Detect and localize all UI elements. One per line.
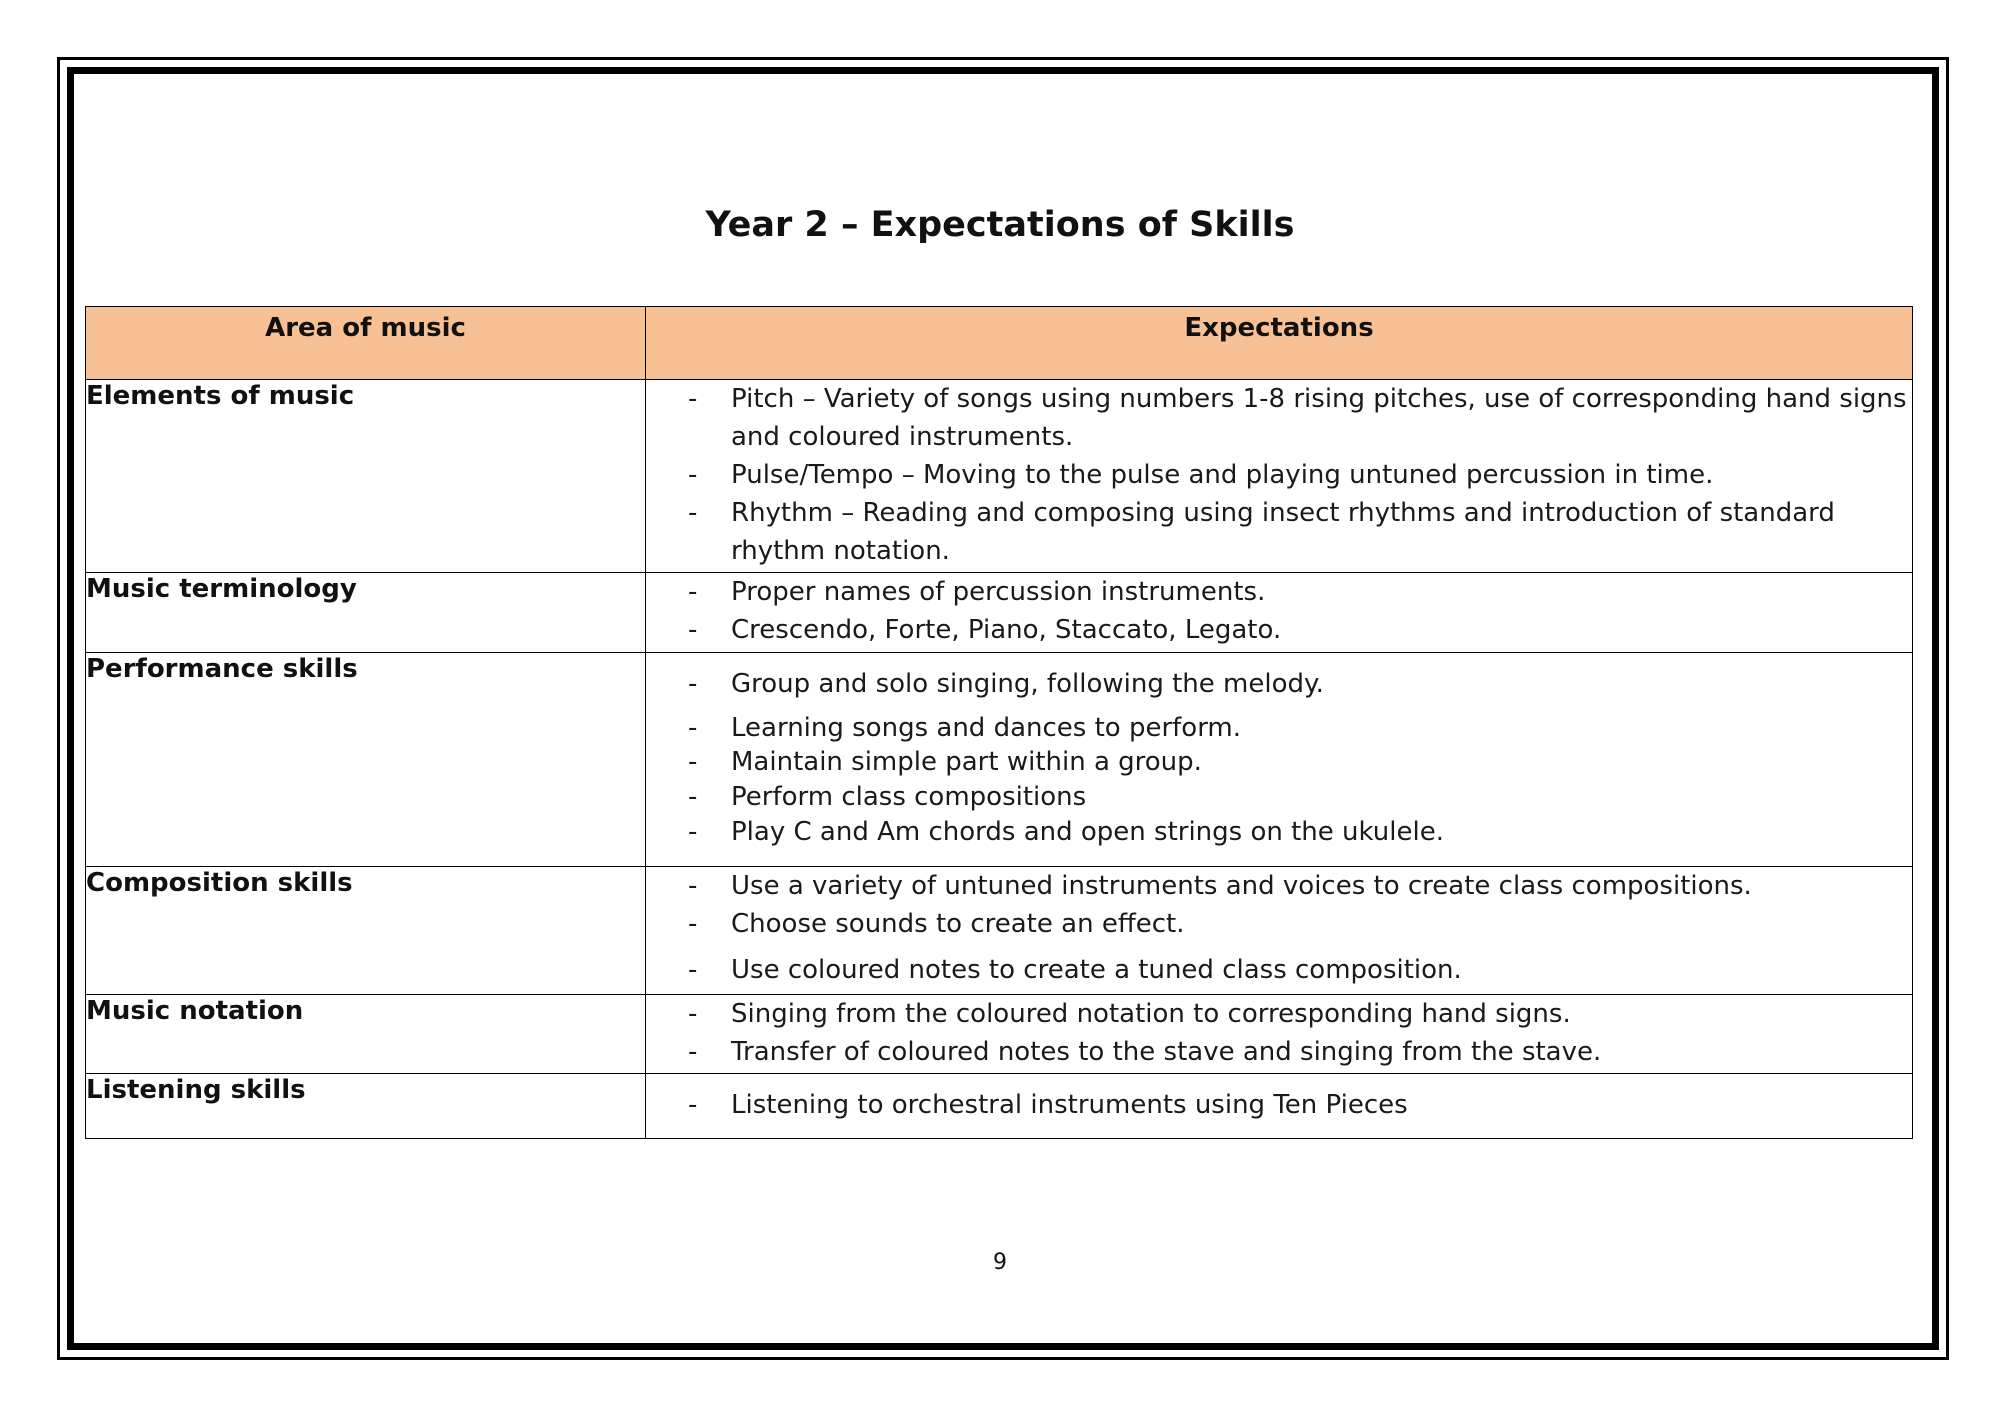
page-number: 9 (993, 1250, 1007, 1275)
expectations-cell (646, 380, 1913, 573)
area-cell: Performance skills (86, 653, 646, 867)
list-item: - Listening to orchestral instruments using Ten Pieces (646, 1086, 1912, 1124)
expectations-cell (646, 653, 1913, 867)
expectations-list (646, 1086, 1912, 1124)
list-item: - Singing from the coloured notation to corresponding hand signs. (646, 995, 1912, 1033)
table-row-music-notation (86, 995, 1913, 1074)
expectations-list (646, 665, 1912, 850)
list-item: - Use coloured notes to create a tuned class composition. (646, 951, 1912, 989)
header-expectations: Expectations (646, 307, 1913, 380)
table-row-performance-skills (86, 653, 1913, 867)
area-cell: Music notation (86, 995, 646, 1074)
list-item: - Choose sounds to create an effect. (646, 905, 1912, 943)
list-item: - Transfer of coloured notes to the stave and singing from the stave. (646, 1033, 1912, 1071)
list-item: - Maintain simple part within a group. (646, 745, 1912, 780)
table-row-composition-skills (86, 867, 1913, 995)
expectations-cell (646, 1074, 1913, 1139)
list-item: - Pitch – Variety of songs using numbers 1-8 rising pitches, use of corresponding hand signs and coloured instruments. (646, 380, 1912, 456)
list-item: - Pulse/Tempo – Moving to the pulse and playing untuned percussion in time. (646, 456, 1912, 494)
expectations-cell (646, 867, 1913, 995)
expectations-cell (646, 995, 1913, 1074)
table-row-listening-skills (86, 1074, 1913, 1139)
expectations-list (646, 573, 1912, 649)
table-row-music-terminology (86, 573, 1913, 653)
list-item: - Use a variety of untuned instruments and voices to create class compositions. (646, 867, 1912, 905)
skills-table (85, 306, 1913, 1139)
page-title: Year 2 – Expectations of Skills (705, 205, 1295, 245)
header-area-of-music: Area of music (86, 307, 646, 380)
area-cell: Music terminology (86, 573, 646, 653)
list-item: - Proper names of percussion instruments. (646, 573, 1912, 611)
expectations-list (646, 380, 1912, 570)
list-item: - Rhythm – Reading and composing using insect rhythms and introduction of standard rhythm notation. (646, 494, 1912, 570)
expectations-list (646, 867, 1912, 989)
list-item: - Play C and Am chords and open strings on the ukulele. (646, 815, 1912, 850)
list-item: - Perform class compositions (646, 780, 1912, 815)
list-item: - Group and solo singing, following the melody. (646, 665, 1912, 703)
list-item: - Crescendo, Forte, Piano, Staccato, Legato. (646, 611, 1912, 649)
expectations-list (646, 995, 1912, 1071)
area-cell: Elements of music (86, 380, 646, 573)
area-cell: Composition skills (86, 867, 646, 995)
list-item: - Learning songs and dances to perform. (646, 711, 1912, 745)
table-row-elements-of-music (86, 380, 1913, 573)
table-header-row (86, 307, 1913, 380)
expectations-cell (646, 573, 1913, 653)
area-cell: Listening skills (86, 1074, 646, 1139)
